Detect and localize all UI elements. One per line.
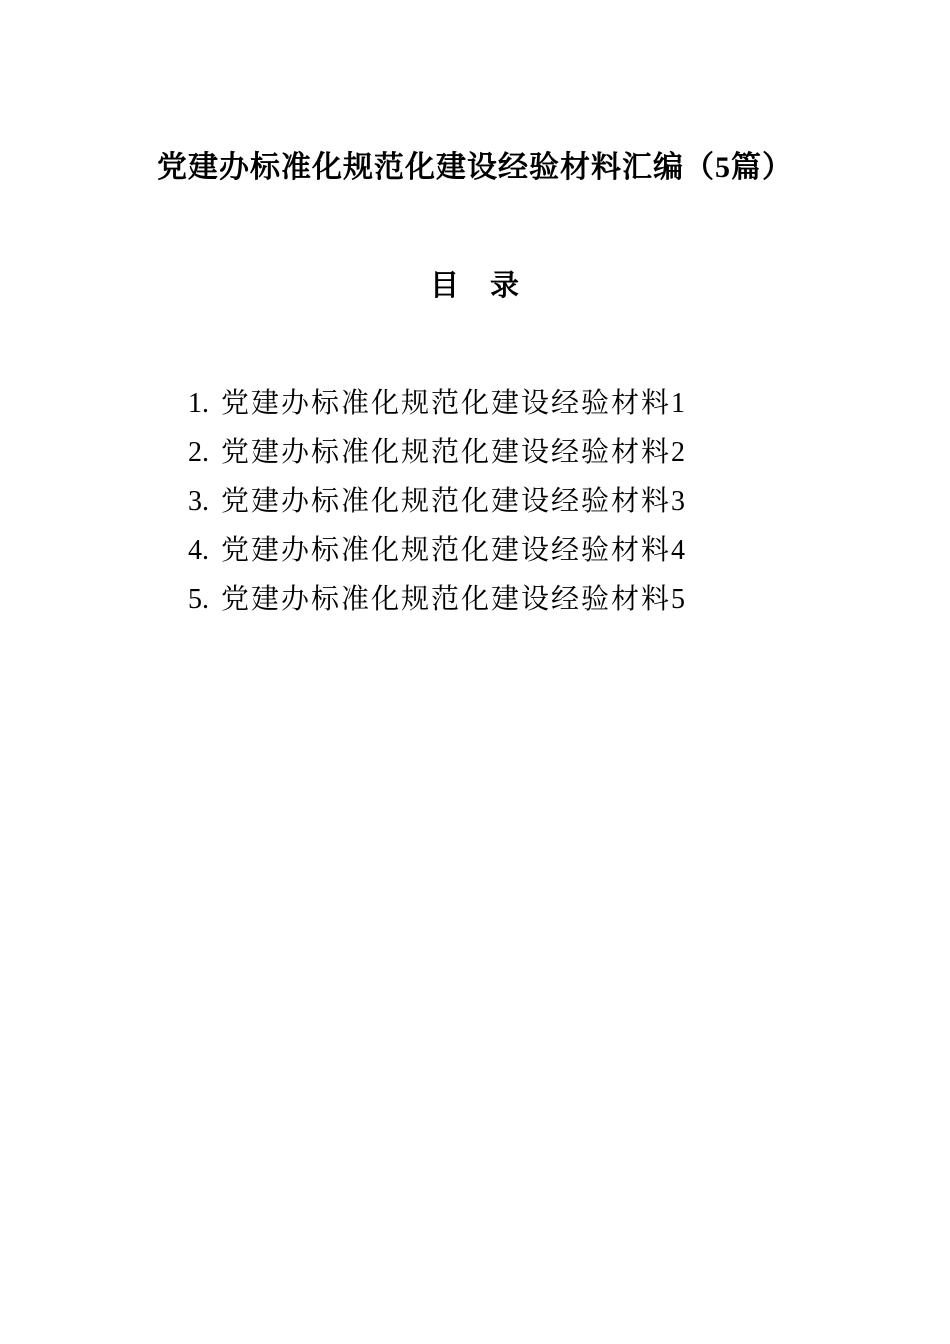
document-title: 党建办标准化规范化建设经验材料汇编（5篇） [157, 151, 793, 184]
toc-item-label: 党建办标准化规范化建设经验材料2 [221, 437, 688, 468]
toc-item [188, 439, 687, 467]
toc-item-number: 3. [188, 486, 209, 517]
toc-item-label: 党建办标准化规范化建设经验材料5 [221, 584, 688, 615]
toc-item [188, 537, 687, 565]
toc-item-label: 党建办标准化规范化建设经验材料4 [221, 535, 688, 566]
toc-item-label: 党建办标准化规范化建设经验材料3 [221, 486, 688, 517]
toc-item-number: 5. [188, 584, 209, 615]
toc-item-number: 2. [188, 437, 209, 468]
toc-item-label: 党建办标准化规范化建设经验材料1 [221, 388, 688, 419]
toc-item [188, 390, 687, 418]
toc-item [188, 586, 687, 614]
toc-item [188, 488, 687, 516]
toc-list [188, 390, 687, 635]
toc-item-number: 1. [188, 388, 209, 419]
toc-item-number: 4. [188, 535, 209, 566]
toc-heading: 目 录 [429, 270, 520, 302]
